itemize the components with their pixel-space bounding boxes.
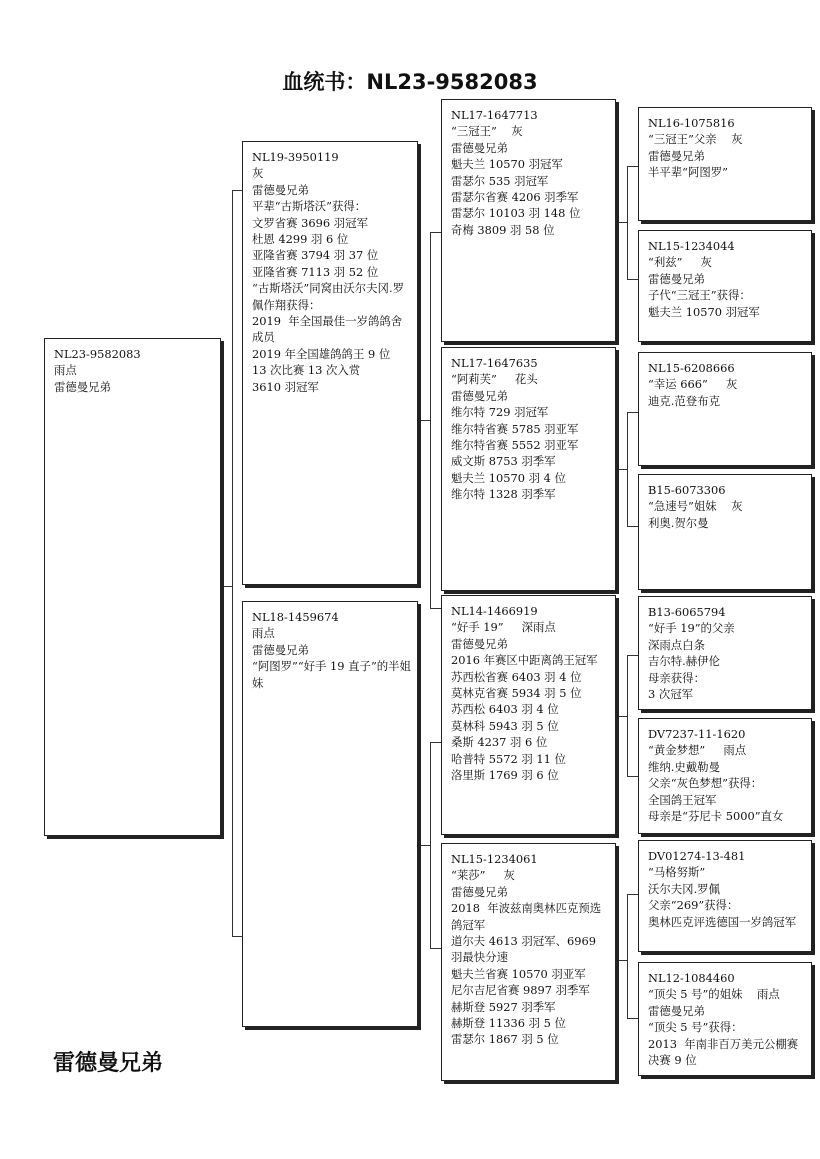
breeder-name: 利奥.贺尔曼	[648, 515, 709, 530]
name-color: “莱莎” 灰	[451, 868, 515, 883]
breeder-name: 雷德曼兄弟	[648, 1003, 705, 1018]
result-line: 哈普特 5572 羽 11 位	[451, 751, 566, 766]
name-color: “利兹” 灰	[648, 255, 712, 270]
result-line: 魁夫兰省赛 10570 羽亚军	[451, 966, 586, 981]
info-line: 平辈“古斯塔沃”获得：	[252, 199, 367, 214]
result-line: 魁夫兰 10570 羽冠军	[451, 157, 563, 172]
breeder-name: 雷德曼兄弟	[451, 388, 508, 403]
color: 雨点	[252, 626, 275, 641]
ring-number: DV01274-13-481	[648, 849, 746, 863]
result-line: 桑斯 4237 羽 6 位	[451, 735, 548, 750]
result-line: 维尔特 729 羽冠军	[451, 405, 549, 420]
result-line: 全国鸽王冠军	[648, 792, 717, 807]
ring-number: NL18-1459674	[252, 610, 339, 624]
ring-number: B15-6073306	[648, 483, 726, 497]
name-color: “好手 19”的父亲	[648, 621, 735, 636]
result-line: 13 次比赛 13 次入赏	[252, 363, 361, 378]
ring-number: NL19-3950119	[252, 150, 339, 164]
result-line: 苏西松 6403 羽 4 位	[451, 702, 559, 717]
connector-line	[232, 936, 242, 937]
breeder-name: 雷德曼兄弟	[252, 182, 309, 197]
connector-line	[232, 190, 233, 936]
connector-line	[430, 948, 441, 949]
name-color: “阿莉芙” 花头	[451, 372, 538, 387]
result-line: 魁夫兰 10570 羽冠军	[648, 304, 760, 319]
result-line: 维尔特 1328 羽季军	[451, 487, 556, 502]
info-line: 子代“三冠王”获得：	[648, 288, 751, 303]
name-color: “马格努斯”	[648, 865, 706, 880]
info-line: 父亲“269”获得：	[648, 898, 739, 913]
result-line: 赫斯登 5927 羽季军	[451, 999, 556, 1014]
breeder-name: 雷德曼兄弟	[54, 379, 111, 394]
connector-line	[627, 166, 638, 167]
sire-card	[242, 141, 418, 585]
color: 灰	[252, 166, 264, 181]
info-line: 父亲“灰色梦想”获得：	[648, 776, 763, 791]
dam-dam-sire-card	[638, 840, 812, 952]
result-line: 苏西松省赛 6403 羽 4 位	[451, 669, 582, 684]
result-line: 雷瑟尔 10103 羽 148 位	[451, 206, 581, 221]
result-line: 文罗省赛 3696 羽冠军	[252, 215, 368, 230]
info-line: “古斯塔沃”同窝由沃尔夫冈.罗佩作翔获得：	[252, 281, 404, 312]
connector-line	[627, 526, 638, 527]
connector-line	[418, 420, 430, 421]
breeder-name: 雷德曼兄弟	[451, 884, 508, 899]
connector-line	[616, 716, 627, 717]
dam-sire-dam-card	[638, 718, 812, 834]
color: 雨点	[54, 363, 77, 378]
sire-dam-dam-card	[638, 474, 812, 590]
connector-line	[627, 894, 638, 895]
sire-dam-card	[441, 347, 616, 591]
breeder-name: 雷德曼兄弟	[648, 148, 705, 163]
result-line: 威文斯 8753 羽季军	[451, 454, 556, 469]
breeder-name: 沃尔夫冈.罗佩	[648, 881, 720, 896]
result-line: 2018 年波兹南奥林匹克预选鸽冠军	[451, 901, 602, 932]
connector-line	[232, 190, 242, 191]
connector-line	[430, 232, 441, 233]
connector-line	[627, 655, 628, 776]
result-line: 雷瑟尔 1867 羽 5 位	[451, 1032, 559, 1047]
ring-number: NL15-1234061	[451, 852, 538, 866]
connector-line	[616, 469, 627, 470]
color: 深雨点白条	[648, 637, 705, 652]
connector-line	[430, 608, 441, 609]
name-color: “三冠王” 灰	[451, 124, 523, 139]
ring-number: B13-6065794	[648, 605, 726, 619]
connector-line	[430, 742, 441, 743]
result-line: 维尔特省赛 5552 羽亚军	[451, 438, 579, 453]
connector-line	[627, 279, 638, 280]
ring-number: DV7237-11-1620	[648, 727, 746, 741]
name-color: “顶尖 5 号”的姐妹 雨点	[648, 987, 780, 1002]
info-line: “阿图罗”“好手 19 直子”的半姐妹	[252, 659, 411, 690]
result-line: 洛里斯 1769 羽 6 位	[451, 768, 559, 783]
dam-sire-card	[441, 595, 616, 835]
breeder-name: 雷德曼兄弟	[648, 271, 705, 286]
name-color: “三冠王”父亲 灰	[648, 132, 743, 147]
ring-number: NL14-1466919	[451, 604, 538, 618]
connector-line	[627, 894, 628, 1018]
breeder-name: 雷德曼兄弟	[252, 642, 309, 657]
ring-number: NL15-6208666	[648, 361, 735, 375]
connector-line	[627, 776, 638, 777]
result-line: 维尔特省赛 5785 羽亚军	[451, 421, 579, 436]
ring-number: NL15-1234044	[648, 239, 735, 253]
ring-number: NL17-1647635	[451, 356, 538, 370]
dam-sire-sire-card	[638, 596, 812, 710]
connector-line	[616, 222, 627, 223]
ring-number: NL12-1084460	[648, 971, 735, 985]
ring-number: NL23-9582083	[54, 347, 141, 361]
result-line: 莫林科 5943 羽 5 位	[451, 718, 559, 733]
info-line: 半平辈“阿图罗”	[648, 165, 728, 180]
connector-line	[221, 586, 232, 587]
result-line: 奇梅 3809 羽 58 位	[451, 222, 555, 237]
sire-sire-card	[441, 99, 616, 342]
result-line: 魁夫兰 10570 羽 4 位	[451, 470, 566, 485]
connector-line	[430, 742, 431, 948]
breeder-name: 雷德曼兄弟	[451, 140, 508, 155]
result-line: 莫林克省赛 5934 羽 5 位	[451, 686, 582, 701]
connector-line	[627, 412, 628, 526]
breeder-name: 维纳.史戴勒曼	[648, 759, 720, 774]
info-line: 母亲获得：	[648, 670, 705, 685]
dam-dam-dam-card	[638, 962, 812, 1076]
result-line: 雷瑟尔 535 羽冠军	[451, 173, 549, 188]
result-line: 雷瑟尔省赛 4206 羽季军	[451, 190, 579, 205]
dam-card	[242, 601, 418, 1027]
result-line: 3 次冠军	[648, 687, 694, 702]
result-line: 2019 年全国雄鸽鸽王 9 位	[252, 346, 391, 361]
connector-line	[627, 655, 638, 656]
connector-line	[627, 166, 628, 279]
breeder-name: 迪克.范登布克	[648, 393, 720, 408]
result-line: 奥林匹克评选德国一岁鸽冠军	[648, 914, 797, 929]
ring-number: NL16-1075816	[648, 116, 735, 130]
connector-line	[627, 412, 638, 413]
breeder-footer: 雷德曼兄弟	[53, 1051, 164, 1076]
pedigree-title: 血统书：NL23-9582083	[282, 70, 538, 94]
connector-line	[430, 232, 431, 608]
breeder-name: 雷德曼兄弟	[451, 636, 508, 651]
dam-dam-card	[441, 843, 616, 1081]
result-line: 2013 年南非百万美元公棚赛决赛 9 位	[648, 1036, 799, 1068]
name-color: “黄金梦想” 雨点	[648, 743, 747, 758]
connector-line	[627, 1018, 638, 1019]
result-line: 亚隆省赛 3794 羽 37 位	[252, 248, 379, 263]
info-line: 母亲是“芬尼卡 5000”直女	[648, 809, 784, 824]
connector-line	[418, 845, 430, 846]
result-line: 2019 年全国最佳一岁鸽鸽舍成员	[252, 314, 403, 345]
breeder-name: 吉尔特.赫伊伦	[648, 654, 720, 669]
ring-number: NL17-1647713	[451, 108, 538, 122]
sire-sire-dam-card	[638, 230, 812, 342]
result-line: 道尔夫 4613 羽冠军、6969 羽最快分速	[451, 934, 600, 965]
result-line: 亚隆省赛 7113 羽 52 位	[252, 264, 379, 279]
result-line: 2016 年赛区中距离鸽王冠军	[451, 653, 598, 668]
result-line: 杜恩 4299 羽 6 位	[252, 232, 349, 247]
sire-dam-sire-card	[638, 352, 812, 466]
info-line: “顶尖 5 号”获得：	[648, 1020, 743, 1035]
sire-sire-sire-card	[638, 107, 812, 221]
result-line: 赫斯登 11336 羽 5 位	[451, 1016, 566, 1031]
subject-pigeon-card	[44, 338, 221, 836]
connector-line	[616, 960, 627, 961]
result-line: 3610 羽冠军	[252, 379, 319, 394]
result-line: 尼尔吉尼省赛 9897 羽季军	[451, 983, 590, 998]
name-color: “幸运 666” 灰	[648, 377, 738, 392]
name-color: “急速号”姐妹 灰	[648, 499, 743, 514]
name-color: “好手 19” 深雨点	[451, 620, 556, 635]
